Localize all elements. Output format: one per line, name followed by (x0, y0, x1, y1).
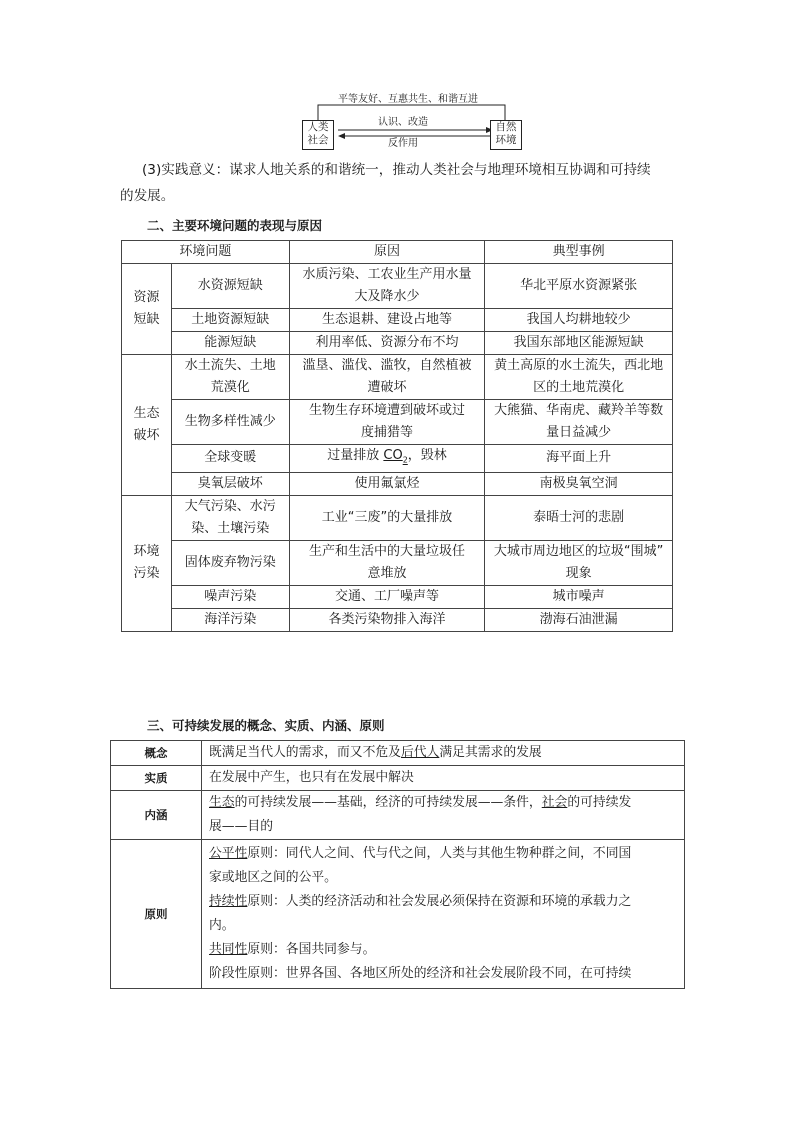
cell-line: 大熊猫、华南虎、藏羚羊等数 (494, 403, 664, 418)
cell-line: 生态退耕、建设占地等 (322, 312, 453, 327)
problem-cell (171, 472, 289, 495)
cell-line: 荒漠化 (210, 380, 250, 395)
human-society-box (302, 120, 334, 150)
cell-line: 大及降水少 (354, 289, 420, 304)
cause-cell (289, 608, 485, 631)
example-cell (485, 445, 673, 473)
cell-line: 遭破坏 (367, 380, 407, 395)
principle-text: 内。 (209, 918, 235, 933)
cell-line: 海洋污染 (204, 611, 257, 627)
cell-line: 资源 (133, 290, 160, 305)
table-row (122, 355, 673, 400)
example-cell (485, 309, 673, 332)
problem-cell (171, 309, 289, 332)
cell-line: 意堆放 (367, 565, 407, 581)
cell-line: 量日益减少 (546, 425, 612, 440)
table-row (122, 585, 673, 608)
practical-significance-line2: 的发展。 (120, 188, 175, 204)
cell-line: 染、土壤污染 (191, 520, 270, 536)
category-cell (122, 355, 172, 496)
cell-line: 工业“三废”的大量排放 (321, 509, 453, 525)
cell-line: 展——目的 (209, 819, 273, 834)
co2-subscript: 2 (402, 455, 408, 465)
table-row (122, 309, 673, 332)
cause-cell (289, 264, 485, 309)
principle-name: 持续性 (209, 894, 248, 909)
table-row (122, 400, 673, 445)
cell-line: 区的土地荒漠化 (533, 380, 625, 395)
connotation-cell (202, 791, 685, 840)
section3-title: 三、可持续发展的概念、实质、内涵、原则 (147, 718, 385, 733)
cell-line: 水资源短缺 (197, 278, 263, 293)
category-cell (122, 495, 172, 631)
cell-line (209, 791, 680, 815)
environment-problems-table (121, 240, 673, 632)
table-row (111, 791, 685, 840)
cause-cell (289, 355, 485, 400)
problem-cell (171, 540, 289, 585)
principle-text: 原则：各国共同参与。 (247, 942, 376, 957)
principle-item (209, 842, 680, 866)
header-example: 典型事例 (485, 241, 673, 264)
principle-text: 原则：同代人之间、代与代之间，人类与其他生物种群之间，不同国 (247, 846, 632, 861)
table-row (122, 264, 673, 309)
principle-cell (202, 840, 685, 989)
cause-cell (289, 400, 485, 445)
example-cell (485, 608, 673, 631)
box-line: 环境 (495, 134, 517, 146)
cell-line: 臭氧层破坏 (197, 475, 263, 491)
relationship-diagram (300, 92, 520, 152)
concept-cell (202, 741, 685, 766)
connotation-keyword: 社会 (541, 795, 568, 810)
cell-line: 黄土高原的水土流失，西北地 (494, 358, 664, 373)
table-header-row (122, 241, 673, 264)
cell-line: 渤海石油泄漏 (539, 611, 618, 627)
cell-line: 噪声污染 (204, 588, 257, 604)
principle-name: 共同性 (209, 942, 248, 957)
cell-line: 交通、工厂噪声等 (335, 588, 440, 604)
problem-cell (171, 400, 289, 445)
example-cell (485, 585, 673, 608)
diagram-top-label: 平等友好、互惠共生、和谐互进 (338, 94, 478, 105)
table-row (122, 472, 673, 495)
header-problem: 环境问题 (122, 241, 290, 264)
cell-line: 水质污染、工农业生产用水量 (302, 267, 472, 282)
cell-line: 土地资源短缺 (191, 312, 270, 327)
cell-line: 水土流失、土地 (184, 358, 276, 373)
sustainable-development-table (110, 740, 685, 989)
principle-label: 原则 (111, 840, 202, 989)
box-line: 自然 (495, 121, 517, 133)
principle-item (209, 890, 680, 914)
co2-formula: CO (383, 448, 403, 463)
principle-text: 原则：人类的经济活动和社会发展必须保持在资源和环境的承载力之 (247, 894, 632, 909)
example-cell (485, 355, 673, 400)
example-cell (485, 540, 673, 585)
cell-line: 现象 (565, 565, 592, 581)
cause-cell (289, 472, 485, 495)
example-cell (485, 495, 673, 540)
cell-line: 生物多样性减少 (184, 414, 276, 429)
cell-line: 滥垦、滥伐、滥牧，自然植被 (302, 358, 472, 373)
problem-cell (171, 585, 289, 608)
table-row (122, 608, 673, 631)
cell-line: 短缺 (133, 312, 160, 327)
cause-text: ，毁林 (407, 448, 447, 463)
cell-line: 使用氟氯烃 (354, 475, 420, 491)
header-cause: 原因 (289, 241, 485, 264)
example-cell (485, 472, 673, 495)
example-cell (485, 332, 673, 355)
cell-line: 生物生存环境遭到破坏或过 (309, 403, 466, 418)
cell-line: 环境 (133, 544, 160, 560)
cell-line: 固体废弃物污染 (184, 554, 276, 570)
problem-cell (171, 332, 289, 355)
category-cell (122, 264, 172, 355)
practical-significance-line1: (3)实践意义：谋求人地关系的和谐统一，推动人类社会与地理环境相互协调和可持续 (142, 162, 651, 178)
principle-text: 阶段性原则：世界各国、各地区所处的经济和社会发展阶段不同，在可持续 (209, 966, 632, 981)
principle-item (209, 938, 680, 962)
cell-line: 生产和生活中的大量垃圾任 (309, 543, 466, 559)
problem-cell (171, 355, 289, 400)
cell-line: 大气污染、水污 (184, 498, 276, 514)
principle-name: 公平性 (209, 846, 248, 861)
principle-item (209, 962, 680, 986)
cell-line: 生态 (133, 405, 160, 421)
essence-label: 实质 (111, 766, 202, 791)
arrow-right-label: 认识、改造 (378, 117, 428, 128)
cause-text: 过量排放 (327, 448, 384, 463)
box-line: 人类 (307, 121, 329, 133)
example-cell (485, 264, 673, 309)
principle-text: 家或地区之间的公平。 (209, 870, 337, 885)
cause-cell (289, 585, 485, 608)
problem-cell (171, 264, 289, 309)
cell-line: 南极臭氧空洞 (539, 475, 618, 491)
table-row (122, 540, 673, 585)
table-row (122, 332, 673, 355)
table-row (122, 495, 673, 540)
table-row (111, 766, 685, 791)
cell-line: 泰晤士河的悲剧 (533, 509, 625, 525)
box-line: 社会 (307, 134, 329, 146)
problem-cell (171, 445, 289, 473)
cell-line: 能源短缺 (204, 335, 257, 350)
cell-line: 我国东部地区能源短缺 (513, 335, 644, 350)
cell-line: 污染 (133, 566, 160, 582)
cell-line: 大城市周边地区的垃圾“围城” (493, 543, 664, 559)
problem-cell (171, 495, 289, 540)
cell-line: 全球变暖 (204, 450, 257, 466)
cell-line: 华北平原水资源紧张 (520, 278, 638, 293)
table-row (122, 445, 673, 473)
cause-cell (289, 495, 485, 540)
section2-title: 二、主要环境问题的表现与原因 (147, 218, 323, 233)
concept-text: 满足其需求的发展 (439, 745, 542, 760)
cell-line: 破坏 (133, 427, 160, 443)
concept-label: 概念 (111, 741, 202, 766)
cell-line: 度捕猎等 (361, 425, 414, 440)
concept-text: 既满足当代人的需求，而又不危及 (209, 745, 401, 760)
cause-cell (289, 540, 485, 585)
cell-line: 我国人均耕地较少 (526, 312, 631, 327)
cause-cell (289, 309, 485, 332)
cell-line: 城市噪声 (552, 588, 605, 604)
cell-line: 各类污染物排入海洋 (328, 611, 446, 627)
cell-line: 海平面上升 (546, 450, 612, 466)
arrow-left-label: 反作用 (388, 138, 418, 149)
natural-environment-box (490, 120, 522, 150)
cell-line: 利用率低、资源分布不均 (315, 335, 459, 350)
essence-cell: 在发展中产生，也只有在发展中解决 (202, 766, 685, 791)
problem-cell (171, 608, 289, 631)
table-row (111, 741, 685, 766)
connotation-text: 的可持续发展——基础，经济的可持续发展——条件， (234, 795, 542, 810)
cause-cell (289, 445, 485, 473)
concept-keyword: 后代人 (400, 745, 440, 760)
cause-cell (289, 332, 485, 355)
example-cell (485, 400, 673, 445)
table-row (111, 840, 685, 989)
connotation-keyword: 生态 (209, 795, 235, 810)
connotation-text: 的可持续发 (567, 795, 632, 810)
connotation-label: 内涵 (111, 791, 202, 840)
